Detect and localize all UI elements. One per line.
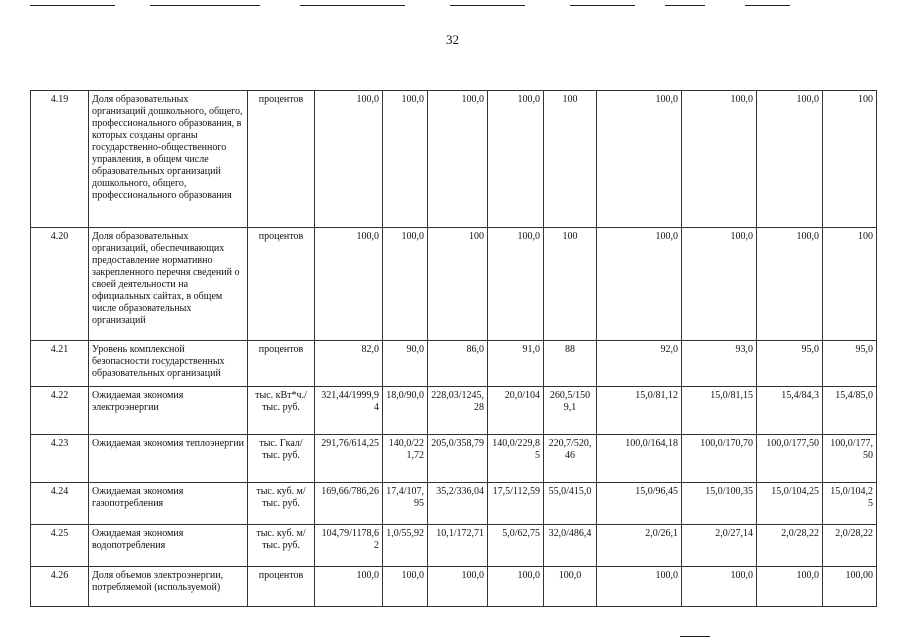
indicator-name: Доля образовательных организаций дошкольного, общего, профессионального образования, в которых созданы органы государственно-общественного управления, в общем числе образовательных организаций дошкольного, общего, профессионального образования bbox=[89, 91, 248, 228]
value-cell: 15,4/85,0 bbox=[823, 387, 877, 435]
unit-cell: процентов bbox=[248, 91, 315, 228]
value-cell: 100 bbox=[823, 228, 877, 341]
value-cell: 100,0 bbox=[315, 91, 383, 228]
value-cell: 100,0 bbox=[682, 228, 757, 341]
table-row bbox=[31, 483, 877, 525]
unit-cell: процентов bbox=[248, 341, 315, 387]
value-cell: 5,0/62,75 bbox=[488, 525, 544, 567]
table-row bbox=[31, 387, 877, 435]
indicator-name: Ожидаемая экономия газопотребления bbox=[89, 483, 248, 525]
value-cell: 86,0 bbox=[428, 341, 488, 387]
header-rule bbox=[150, 5, 260, 6]
value-cell: 17,4/107,95 bbox=[383, 483, 428, 525]
value-cell: 140,0/229,85 bbox=[488, 435, 544, 483]
value-cell: 100,0/177,50 bbox=[823, 435, 877, 483]
value-cell: 90,0 bbox=[383, 341, 428, 387]
page-number: 32 bbox=[446, 32, 459, 47]
value-cell: 100 bbox=[428, 228, 488, 341]
value-cell: 55,0/415,0 bbox=[544, 483, 597, 525]
value-cell: 100,0 bbox=[315, 228, 383, 341]
table-row bbox=[31, 525, 877, 567]
value-cell: 100,0 bbox=[597, 567, 682, 607]
header-rule bbox=[745, 5, 790, 6]
value-cell: 100,0 bbox=[757, 91, 823, 228]
value-cell: 100,0 bbox=[428, 567, 488, 607]
value-cell: 100,0 bbox=[383, 228, 428, 341]
value-cell: 18,0/90,0 bbox=[383, 387, 428, 435]
table-row bbox=[31, 435, 877, 483]
value-cell: 100,0 bbox=[488, 567, 544, 607]
value-cell: 17,5/112,59 bbox=[488, 483, 544, 525]
value-cell: 95,0 bbox=[757, 341, 823, 387]
value-cell: 15,0/104,25 bbox=[757, 483, 823, 525]
row-number: 4.25 bbox=[31, 525, 89, 567]
row-number: 4.19 bbox=[31, 91, 89, 228]
value-cell: 100,0 bbox=[757, 567, 823, 607]
value-cell: 100,0 bbox=[428, 91, 488, 228]
value-cell: 15,0/96,45 bbox=[597, 483, 682, 525]
value-cell: 104,79/1178,62 bbox=[315, 525, 383, 567]
value-cell: 15,4/84,3 bbox=[757, 387, 823, 435]
value-cell: 10,1/172,71 bbox=[428, 525, 488, 567]
value-cell: 100 bbox=[823, 91, 877, 228]
value-cell: 228,03/1245,28 bbox=[428, 387, 488, 435]
unit-cell: тыс. Гкал/тыс. руб. bbox=[248, 435, 315, 483]
value-cell: 100,0 bbox=[597, 228, 682, 341]
row-number: 4.20 bbox=[31, 228, 89, 341]
row-number: 4.22 bbox=[31, 387, 89, 435]
row-number: 4.23 bbox=[31, 435, 89, 483]
indicators-table bbox=[30, 90, 877, 607]
header-rule bbox=[300, 5, 405, 6]
indicator-name: Доля объемов электроэнергии, потребляемой (используемой) bbox=[89, 567, 248, 607]
indicator-name: Уровень комплексной безопасности государственных образовательных организаций bbox=[89, 341, 248, 387]
value-cell: 100,0 bbox=[682, 567, 757, 607]
value-cell: 205,0/358,79 bbox=[428, 435, 488, 483]
value-cell: 15,0/100,35 bbox=[682, 483, 757, 525]
unit-cell: тыс. куб. м/тыс. руб. bbox=[248, 483, 315, 525]
value-cell: 100,0/177,50 bbox=[757, 435, 823, 483]
value-cell: 100 bbox=[544, 91, 597, 228]
value-cell: 100,0 bbox=[488, 228, 544, 341]
value-cell: 92,0 bbox=[597, 341, 682, 387]
value-cell: 1,0/55,92 bbox=[383, 525, 428, 567]
unit-cell: процентов bbox=[248, 228, 315, 341]
row-number: 4.26 bbox=[31, 567, 89, 607]
value-cell: 15,0/81,15 bbox=[682, 387, 757, 435]
table-row bbox=[31, 567, 877, 607]
value-cell: 82,0 bbox=[315, 341, 383, 387]
value-cell: 2,0/26,1 bbox=[597, 525, 682, 567]
value-cell: 2,0/27,14 bbox=[682, 525, 757, 567]
value-cell: 100,0 bbox=[757, 228, 823, 341]
header-rule bbox=[665, 5, 705, 6]
indicator-name: Ожидаемая экономия электроэнергии bbox=[89, 387, 248, 435]
value-cell: 15,0/104,25 bbox=[823, 483, 877, 525]
table-row bbox=[31, 228, 877, 341]
value-cell: 91,0 bbox=[488, 341, 544, 387]
indicator-name: Доля образовательных организаций, обеспечивающих предоставление нормативно закрепленного перечня сведений о своей деятельности на официальных сайтах, в общем числе образовательных организаций bbox=[89, 228, 248, 341]
value-cell: 2,0/28,22 bbox=[757, 525, 823, 567]
value-cell: 32,0/486,4 bbox=[544, 525, 597, 567]
value-cell: 140,0/221,72 bbox=[383, 435, 428, 483]
header-rule bbox=[450, 5, 525, 6]
value-cell: 100,0 bbox=[315, 567, 383, 607]
value-cell: 100,0 bbox=[488, 91, 544, 228]
footer-rule bbox=[680, 636, 710, 637]
value-cell: 100,0 bbox=[544, 567, 597, 607]
value-cell: 100,0/164,18 bbox=[597, 435, 682, 483]
header-rule bbox=[30, 5, 115, 6]
value-cell: 100,0 bbox=[597, 91, 682, 228]
value-cell: 220,7/520,46 bbox=[544, 435, 597, 483]
value-cell: 100,0 bbox=[383, 91, 428, 228]
value-cell: 100 bbox=[544, 228, 597, 341]
table-row bbox=[31, 341, 877, 387]
value-cell: 169,66/786,26 bbox=[315, 483, 383, 525]
value-cell: 100,0 bbox=[682, 91, 757, 228]
value-cell: 20,0/104 bbox=[488, 387, 544, 435]
value-cell: 93,0 bbox=[682, 341, 757, 387]
indicator-name: Ожидаемая экономия водопотребления bbox=[89, 525, 248, 567]
unit-cell: тыс. кВт*ч./тыс. руб. bbox=[248, 387, 315, 435]
indicator-name: Ожидаемая экономия теплоэнергии bbox=[89, 435, 248, 483]
value-cell: 15,0/81,12 bbox=[597, 387, 682, 435]
value-cell: 100,0/170,70 bbox=[682, 435, 757, 483]
row-number: 4.24 bbox=[31, 483, 89, 525]
unit-cell: процентов bbox=[248, 567, 315, 607]
value-cell: 35,2/336,04 bbox=[428, 483, 488, 525]
value-cell: 88 bbox=[544, 341, 597, 387]
value-cell: 291,76/614,25 bbox=[315, 435, 383, 483]
value-cell: 321,44/1999,94 bbox=[315, 387, 383, 435]
value-cell: 100,0 bbox=[383, 567, 428, 607]
table-row bbox=[31, 91, 877, 228]
value-cell: 2,0/28,22 bbox=[823, 525, 877, 567]
value-cell: 260,5/1509,1 bbox=[544, 387, 597, 435]
unit-cell: тыс. куб. м/тыс. руб. bbox=[248, 525, 315, 567]
value-cell: 95,0 bbox=[823, 341, 877, 387]
header-rule bbox=[570, 5, 635, 6]
value-cell: 100,00 bbox=[823, 567, 877, 607]
row-number: 4.21 bbox=[31, 341, 89, 387]
